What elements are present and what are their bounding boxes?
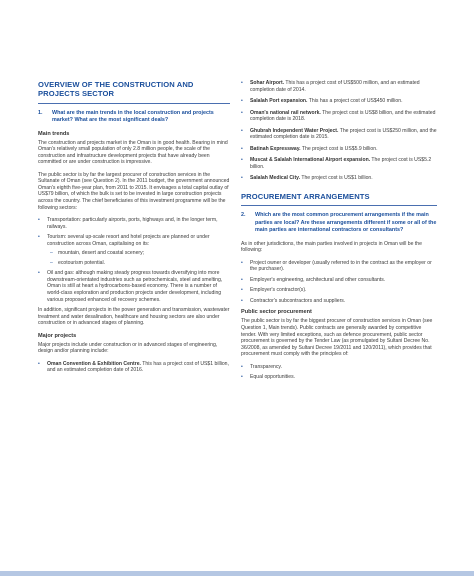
- project-item: [241, 110, 437, 123]
- project-text: [47, 361, 230, 374]
- list-item-text: Equal opportunities.: [250, 374, 296, 381]
- project-name: Ghubrah Independent Water Project.: [250, 127, 339, 134]
- list-item-text: Employer's engineering, architectural and other consultants.: [250, 276, 386, 283]
- list-item: [241, 287, 437, 294]
- paragraph: Major projects include under construction or in advanced stages of engineering, design and/or planning include:: [38, 341, 218, 355]
- section-heading-overview: OVERVIEW OF THE CONSTRUCTION AND PROJECTS SECTOR: [38, 80, 194, 99]
- list-item-text: Transportation: particularly airports, ports, highways and, in the longer term, railways.: [47, 217, 218, 230]
- bullet-icon: •: [38, 270, 40, 277]
- dash-icon: –: [50, 250, 53, 257]
- project-detail: This has a project cost of US$1 billion, and an estimated completion date of 2016.: [47, 360, 229, 374]
- project-item: [241, 157, 437, 170]
- footer-bar: [0, 571, 474, 576]
- principles-list: [241, 364, 437, 381]
- project-item: [241, 146, 437, 153]
- project-text: [250, 128, 437, 141]
- project-detail: This has a project cost of US$450 million.: [307, 98, 403, 105]
- list-item-text: Oil and gas: although making steady progress towards diversifying into more downstream-orientated industries such as petrochemicals, steel and smelting, Oman is still at heart a hydrocarbons-based economy. There is a number of world-class exploration and production projects under development, including various proposed enhanced oil recovery schemes.: [47, 270, 223, 303]
- parties-list: [241, 260, 437, 305]
- project-text: [250, 98, 403, 105]
- project-name: Batinah Expressway.: [250, 145, 301, 152]
- list-item-text: Tourism: several up-scale resort and hotel projects are planned or under construction across Oman, capitalising on its:: [47, 234, 210, 247]
- sub-list-item: [50, 260, 230, 267]
- dash-icon: –: [50, 259, 53, 266]
- paragraph: As in other jurisdictions, the main parties involved in projects in Oman will be the following:: [241, 240, 422, 254]
- project-text: [250, 175, 373, 182]
- project-text: [250, 146, 378, 153]
- project-item: [241, 175, 437, 182]
- project-detail: The project cost is US$8 billion, and the estimated completion date is 2018.: [250, 109, 436, 123]
- bullet-icon: •: [241, 287, 243, 294]
- sub-list-item-text: mountain, desert and coastal scenery;: [58, 250, 145, 257]
- paragraph: In addition, significant projects in the power generation and transmission, wastewater treatment and water desalination, healthcare and housing sectors are also under construction or in advanced stages of planning.: [38, 307, 230, 327]
- list-item: [241, 260, 437, 273]
- question-text: Which are the most common procurement arrangements if the main parties are local? Are these arrangements different if some or all of the main parties are international contractors or consultants?: [255, 212, 437, 234]
- sub-list-item: [50, 250, 230, 257]
- bullet-icon: •: [241, 98, 243, 105]
- list-item-text: Project owner or developer (usually referred to in the contract as the employer or the purchaser).: [250, 259, 432, 273]
- list-item-text: Employer's contractor(s).: [250, 287, 307, 294]
- section-heading-procurement: PROCUREMENT ARRANGEMENTS: [241, 192, 370, 202]
- bullet-icon: •: [241, 297, 243, 304]
- list-item-text: Transparency.: [250, 363, 282, 370]
- list-item: [241, 277, 437, 284]
- bullet-icon: •: [241, 157, 243, 164]
- list-item: [241, 374, 437, 381]
- project-detail: The project cost is US$5.2 billion.: [250, 157, 432, 170]
- paragraph: The construction and projects market in the Oman is in good health. Bearing in mind Oman's relatively small population of only 2.8 million people, the scale of the construction and infrastructure development projects that have already been committed or are under construction is impressive.: [38, 139, 228, 166]
- bullet-icon: •: [241, 374, 243, 381]
- bullet-icon: •: [241, 145, 243, 152]
- project-item: [241, 98, 437, 105]
- list-item: [38, 234, 230, 247]
- list-item: [241, 364, 437, 371]
- main-trends-title: Main trends: [38, 130, 70, 137]
- project-name: Sohar Airport.: [250, 80, 285, 86]
- bullet-icon: •: [241, 127, 243, 134]
- heading-rule: [241, 205, 437, 206]
- project-item: [38, 361, 230, 374]
- sub-list-item-text: ecotourism potential.: [58, 259, 106, 266]
- project-name: Oman's national rail network.: [250, 109, 321, 116]
- left-column: [38, 80, 230, 378]
- project-name: Salalah Port expansion.: [250, 98, 308, 105]
- project-text: [250, 110, 437, 123]
- public-sector-title: Public sector procurement: [241, 309, 312, 316]
- bullet-icon: •: [241, 80, 243, 86]
- projects-list: [241, 80, 437, 182]
- project-detail: This has a project cost of US$500 million, and an estimated completion date of 2014.: [250, 80, 420, 93]
- right-column: [241, 80, 437, 385]
- heading-rule: [38, 103, 230, 104]
- question-2: [241, 212, 437, 234]
- paragraph: The public sector is by far the biggest procurer of construction services in Oman (see Question 1, Main trends). Public contracts are generally awarded by competitive tender. With very limited exceptions, such as defence procurement, public sector procurement is governed by the Tender Law (as promulgated by Sultani Decree No. 36/2008, as amended by Sultani Decree 19/2011 and 120/2011), which provides that procurement must comply with the principles of:: [241, 318, 433, 358]
- list-item: [38, 217, 230, 230]
- project-name: Muscat & Salalah International Airport expansion.: [250, 157, 371, 164]
- bullet-icon: •: [241, 109, 243, 116]
- bullet-icon: •: [241, 259, 243, 266]
- project-text: [250, 157, 437, 170]
- list-item-text: Contractor's subcontractors and suppliers.: [250, 297, 346, 304]
- major-projects-title: Major projects: [38, 332, 77, 339]
- sectors-list: [38, 217, 230, 303]
- list-item: [241, 298, 437, 305]
- bullet-icon: •: [38, 360, 40, 367]
- project-item: [241, 128, 437, 141]
- project-item: [241, 80, 437, 93]
- project-detail: The project cost is US$1 billion.: [300, 175, 373, 182]
- list-item: [38, 270, 230, 303]
- question-number: 2.: [241, 212, 246, 219]
- bullet-icon: •: [241, 175, 243, 182]
- project-detail: The project cost is US$5.9 billion.: [300, 145, 378, 152]
- question-1: [38, 110, 230, 125]
- bullet-icon: •: [241, 363, 243, 370]
- bullet-icon: •: [38, 217, 40, 224]
- project-text: [250, 80, 437, 93]
- question-number: 1.: [38, 109, 43, 116]
- project-name: Salalah Medical City.: [250, 175, 301, 182]
- paragraph: The public sector is by far the largest procurer of construction services in the Sultanate of Oman (see Question 2). In the 2011 budget, the government announced Oman's eighth five-year plan, from 2011 to 2015. It envisages a total capital outlay of US$79 billion, of which the bulk is set to be invested in large construction projects across the country. The chief beneficiaries of this investment programme will be the following sectors:: [38, 171, 230, 211]
- project-detail: The project cost is US$250 million, and the estimated completion date is 2015.: [250, 127, 437, 141]
- question-text: What are the main trends in the local construction and projects market? What are the most significant deals?: [52, 109, 214, 124]
- bullet-icon: •: [241, 276, 243, 283]
- bullet-icon: •: [38, 234, 40, 241]
- project-name: Oman Convention & Exhibition Centre.: [47, 360, 141, 367]
